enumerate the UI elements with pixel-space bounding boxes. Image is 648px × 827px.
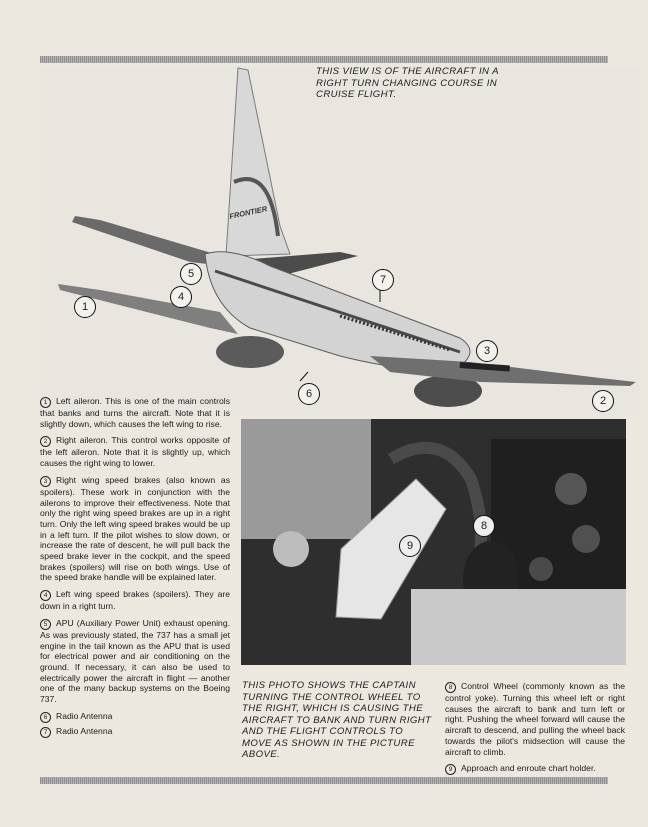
instrument-gauge [529, 557, 553, 581]
captain-sleeve [241, 419, 371, 539]
callout-8: 8 [473, 515, 495, 537]
callout-2: 2 [592, 390, 614, 412]
legend-item-9 [445, 763, 625, 775]
vertical-tail [226, 68, 290, 256]
callout-3: 3 [476, 340, 498, 362]
legend-text: Left wing speed brakes (spoilers). They are down in a right turn. [40, 589, 230, 612]
cockpit-illustration [241, 419, 626, 665]
callout-6: 6 [298, 383, 320, 405]
legend-number: 1 [40, 397, 51, 408]
legend-number: 7 [40, 727, 51, 738]
aircraft-illustration [40, 66, 640, 416]
aircraft-photo [40, 66, 640, 416]
left-engine [216, 336, 284, 368]
tail-logo: FRONTIER [228, 204, 268, 221]
cockpit-photo-caption: THIS PHOTO SHOWS THE CAPTAIN TURNING THE CONTROL WHEEL TO THE RIGHT, WHICH IS CAUSING THE AIRCRAFT TO BANK AND TURN RIGHT AND THE FLIGHT CONTROLS TO MOVE AS SHOWN IN THE PICTURE ABOVE. [242, 680, 432, 760]
legend-text: APU (Auxiliary Power Unit) exhaust opening. As was previously stated, the 737 has a small jet engine in the tail known as the APU that is used for electrical power and air conditioning on the ground. If necessary, it can also be used to electrically power the aircraft in flight — another one of the many backup systems on the Boeing 737. [40, 617, 230, 705]
legend-text: Approach and enroute chart holder. [461, 763, 596, 774]
callout-7: 7 [372, 269, 394, 291]
legend-number: 2 [40, 436, 51, 447]
left-horizontal-stabilizer [72, 216, 225, 266]
legend-number: 6 [40, 712, 51, 723]
legend-number: 8 [445, 682, 456, 693]
aircraft-photo-caption: THIS VIEW IS OF THE AIRCRAFT IN A RIGHT TURN CHANGING COURSE IN CRUISE FLIGHT. [316, 66, 499, 100]
callout-5: 5 [180, 263, 202, 285]
legend-text: Control Wheel (commonly known as the control yoke). Turning this wheel left or right causes the aircraft to bank and turn left or right. Pushing the wheel forward will cause the aircraft to descend, and pulling the wheel back towards the pilot's midsection will cause the aircraft to climb. [445, 681, 625, 757]
legend-text: Left aileron. This is one of the main controls that banks and turns the aircraft. Note that it is slightly down, which causes the left wing to rise. [40, 396, 230, 429]
legend-right-column [445, 681, 625, 781]
legend-number: 5 [40, 619, 51, 630]
cockpit-photo [241, 419, 626, 665]
legend-text: Right aileron. This control works opposite of the left aileron. Note that it is slightly up, which causes the right wing to lower. [40, 435, 230, 469]
legend-item-2 [40, 435, 230, 468]
legend-number: 9 [445, 764, 456, 775]
legend-item-3 [40, 475, 230, 583]
callout-4: 4 [170, 286, 192, 308]
legend-item-5 [40, 618, 230, 705]
legend-item-6 [40, 711, 230, 723]
legend-item-4 [40, 589, 230, 612]
legend-text: Right wing speed brakes (also known as spoilers). These work in conjunction with the ailerons to improve their effectiveness. Note that only the right wing speed brakes are up in a right turn. Only the left wing speed brakes would be up in a left turn. If the pilot wishes to slow down, or increase the rate of descent, he will pull back the speed brake lever in the cockpit, and the speed brakes (spoilers) will rise on both wings. Use of the speed brake handle will be explained later. [40, 474, 230, 583]
legend-item-1 [40, 396, 230, 429]
top-divider-rule [40, 56, 608, 63]
callout-1: 1 [74, 296, 96, 318]
bottom-divider-rule [40, 777, 608, 784]
legend-item-8 [445, 681, 625, 757]
legend-number: 3 [40, 476, 51, 487]
legend-number: 4 [40, 590, 51, 601]
legend-item-7 [40, 726, 230, 738]
instrument-gauge [572, 525, 600, 553]
captain-hand [411, 589, 626, 665]
legend-left-column [40, 396, 230, 744]
callout-9: 9 [399, 535, 421, 557]
legend-text: Radio Antenna [56, 710, 113, 721]
legend-text: Radio Antenna [56, 725, 113, 736]
side-control-knob [273, 531, 309, 567]
instrument-gauge [555, 473, 587, 505]
